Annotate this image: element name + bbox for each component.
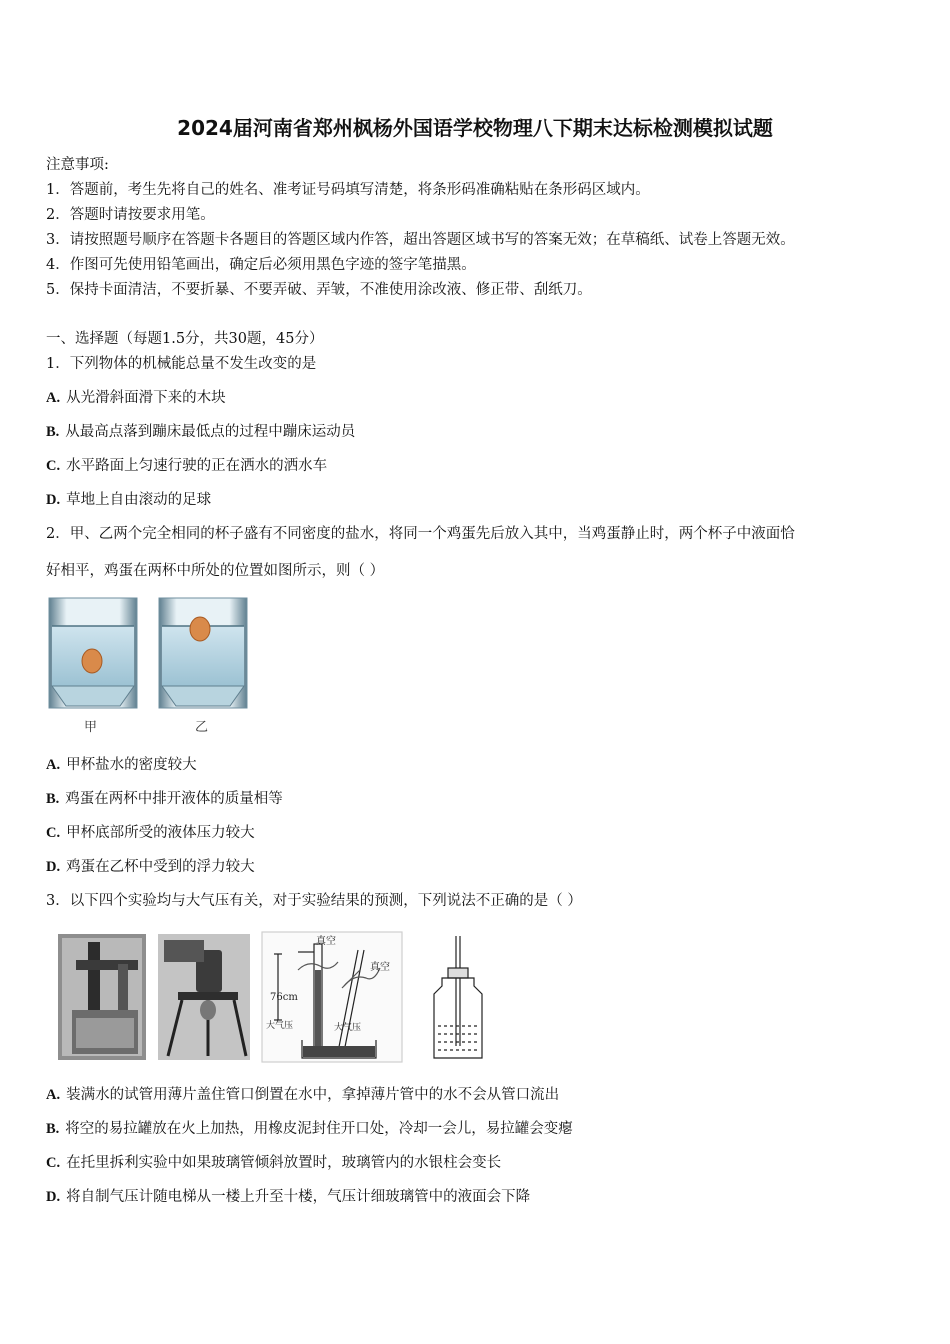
question-3-option-a: A. 装满水的试管用薄片盖住管口倒置在水中，拿掉薄片管中的水不会从管口流出	[46, 1087, 560, 1103]
air-pressure-experiments-figure	[58, 930, 498, 1066]
question-3-option-c: C. 在托里拆利实验中如果玻璃管倾斜放置时，玻璃管内的水银柱会变长	[46, 1155, 502, 1171]
label-vacuum-2: 真空	[370, 962, 390, 973]
question-2-stem-line1: 2．甲、乙两个完全相同的杯子盛有不同密度的盐水，将同一个鸡蛋先后放入其中，当鸡蛋静止时，两个杯子中液面恰	[46, 526, 795, 542]
notice-heading: 注意事项:	[46, 157, 109, 173]
question-3-option-d: D. 将自制气压计随电梯从一楼上升至十楼，气压计细玻璃管中的液面会下降	[46, 1189, 531, 1205]
figure-label-jia: 甲	[84, 720, 98, 735]
notice-item: 3．请按照题号顺序在答题卡各题目的答题区域内作答，超出答题区域书写的答案无效；在草稿纸、试卷上答题无效。	[46, 232, 795, 248]
barometer-bottle-diagram	[434, 936, 482, 1058]
page-title: 2024届河南省郑州枫杨外国语学校物理八下期末达标检测模拟试题	[177, 116, 773, 140]
question-1-option-b: B. 从最高点落到蹦床最低点的过程中蹦床运动员	[46, 424, 356, 440]
glass-yi	[159, 598, 247, 708]
notice-item: 1．答题前，考生先将自己的姓名、准考证号码填写清楚，将条形码准确粘贴在条形码区域内。	[46, 182, 650, 198]
question-2-option-b: B. 鸡蛋在两杯中排开液体的质量相等	[46, 791, 283, 807]
section-heading: 一、选择题（每题1.5分，共30题，45分）	[46, 331, 324, 347]
label-atmosphere-1: 大气压	[266, 1021, 294, 1031]
question-2-stem-line2: 好相平，鸡蛋在两杯中所处的位置如图所示，则（ ）	[46, 563, 385, 579]
question-2-option-d: D. 鸡蛋在乙杯中受到的浮力较大	[46, 859, 255, 875]
label-atmosphere-2: 大气压	[334, 1023, 362, 1033]
notice-item: 2．答题时请按要求用笔。	[46, 207, 215, 223]
question-2-option-a: A. 甲杯盐水的密度较大	[46, 757, 197, 773]
notice-item: 4．作图可先使用铅笔画出，确定后必须用黑色字迹的签字笔描黑。	[46, 257, 476, 273]
egg-glasses-figure	[46, 596, 256, 736]
question-3-stem: 3．以下四个实验均与大气压有关，对于实验结果的预测，下列说法不正确的是（ ）	[46, 893, 582, 909]
question-3-option-b: B. 将空的易拉罐放在火上加热，用橡皮泥封住开口处，冷却一会儿，易拉罐会变瘪	[46, 1121, 573, 1137]
question-1-option-d: D. 草地上自由滚动的足球	[46, 492, 212, 508]
photo-heated-can	[158, 934, 250, 1060]
question-1-stem: 1．下列物体的机械能总量不发生改变的是	[46, 356, 317, 372]
question-1-option-c: C. 水平路面上匀速行驶的正在洒水的洒水车	[46, 458, 328, 474]
question-2-option-c: C. 甲杯底部所受的液体压力较大	[46, 825, 255, 841]
question-1-option-a: A. 从光滑斜面滑下来的木块	[46, 390, 226, 406]
glass-jia	[49, 598, 137, 708]
label-vacuum-1: 真空	[316, 936, 336, 947]
notice-item: 5．保持卡面清洁，不要折暴、不要弄破、弄皱，不准使用涂改液、修正带、刮纸刀。	[46, 282, 592, 298]
photo-inverted-tube	[58, 934, 146, 1060]
figure-label-yi: 乙	[195, 720, 209, 735]
label-76cm: 76cm	[270, 992, 298, 1003]
